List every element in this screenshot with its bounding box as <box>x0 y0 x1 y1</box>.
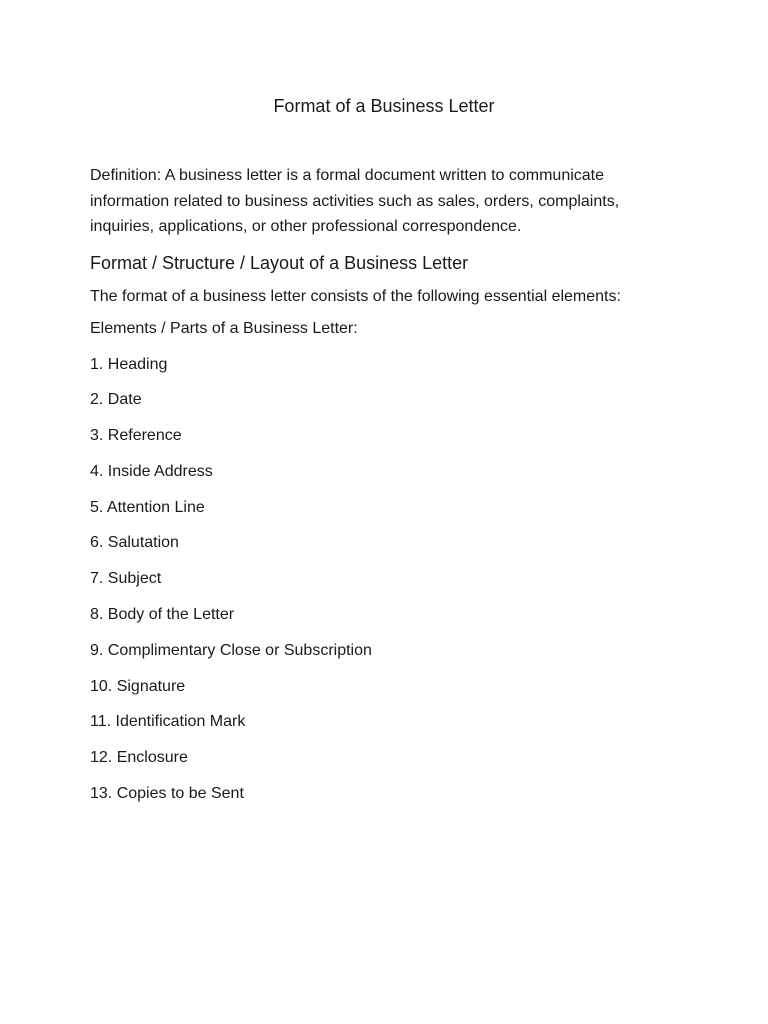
list-item: 7. Subject <box>90 570 162 588</box>
elements-heading: Elements / Parts of a Business Letter: <box>90 319 358 337</box>
list-item: 5. Attention Line <box>90 498 205 516</box>
section-heading: Format / Structure / Layout of a Business Letter <box>90 252 469 273</box>
list-item: 4. Inside Address <box>90 462 213 480</box>
list-item: 10. Signature <box>90 677 186 695</box>
intro-paragraph: The format of a business letter consists of the following essential elements: <box>90 287 621 305</box>
definition-paragraph: Definition: A business letter is a formal document written to communicate information related to business activities such as sales, orders, complaints, inquiries, applications, or other professional correspondence. <box>90 167 620 235</box>
list-item: 11. Identification Mark <box>90 713 246 731</box>
list-item: 9. Complimentary Close or Subscription <box>90 641 372 659</box>
list-item: 3. Reference <box>90 427 182 445</box>
document-body <box>90 163 650 805</box>
list-item: 2. Date <box>90 391 142 409</box>
list-item: 1. Heading <box>90 355 168 373</box>
list-item: 6. Salutation <box>90 534 179 552</box>
document-title: Format of a Business Letter <box>273 96 495 116</box>
list-item: 13. Copies to be Sent <box>90 785 244 803</box>
elements-list <box>90 354 650 805</box>
list-item: 12. Enclosure <box>90 749 188 767</box>
list-item: 8. Body of the Letter <box>90 606 235 624</box>
